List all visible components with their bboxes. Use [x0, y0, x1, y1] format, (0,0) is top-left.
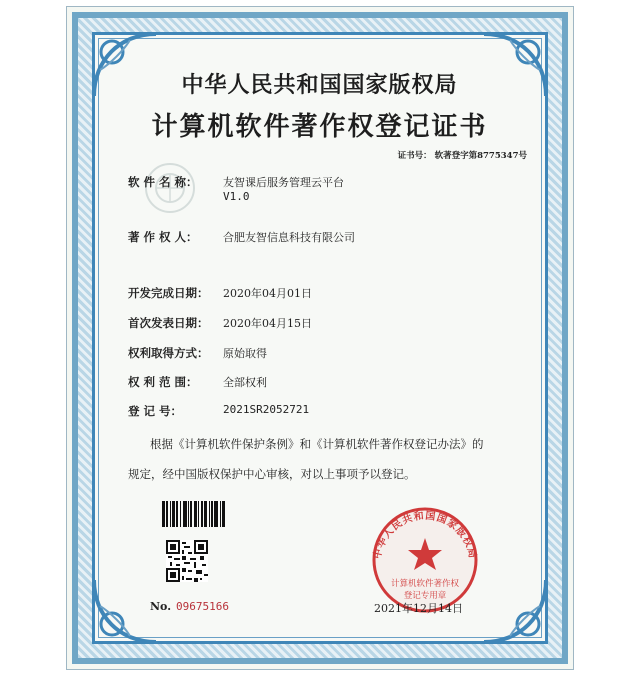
certificate-number: 证书号： 软著登字第8775347号 [397, 151, 527, 161]
field-value-completion-date: 2020年04月01日 [223, 287, 312, 300]
field-label-software-name: 软 件 名 称： [128, 175, 198, 189]
field-label-rights-scope: 权 利 范 围： [128, 375, 198, 389]
field-label-acquisition: 权利取得方式： [128, 346, 209, 360]
field-value-publish-date: 2020年04月15日 [223, 317, 312, 330]
field-value-registration-no: 2021SR2052721 [223, 403, 310, 416]
barcode-icon [162, 501, 240, 527]
field-value-version: V1.0 [223, 190, 250, 203]
issuer-title: 中华人民共和国国家版权局 [181, 72, 458, 98]
field-value-owner: 合肥友智信息科技有限公司 [223, 231, 355, 244]
issue-date: 2021年12月14日 [374, 602, 463, 615]
field-label-publish-date: 首次发表日期： [128, 316, 209, 330]
serial-label: No. [150, 600, 172, 613]
corner-ornament-icon [480, 576, 550, 646]
legal-paragraph-line1: 根据《计算机软件保护条例》和《计算机软件著作权登记办法》的 [150, 437, 484, 451]
svg-text:登记专用章: 登记专用章 [403, 591, 447, 601]
field-value-software-name: 友智课后服务管理云平台 [223, 176, 344, 189]
serial-number: 09675166 [176, 600, 229, 613]
legal-paragraph-line2: 规定，经中国版权保护中心审核，对以上事项予以登记。 [128, 467, 416, 481]
field-label-completion-date: 开发完成日期： [128, 286, 209, 300]
svg-text:计算机软件著作权: 计算机软件著作权 [390, 579, 460, 589]
document-title: 计算机软件著作权登记证书 [151, 112, 488, 142]
qr-code-icon [166, 540, 208, 582]
field-value-acquisition: 原始取得 [223, 347, 267, 360]
official-seal-stamp [366, 502, 484, 614]
field-label-registration-no: 登 记 号： [128, 404, 183, 418]
field-value-rights-scope: 全部权利 [223, 376, 267, 389]
svg-text:中华人民共和国国家版权局: 中华人民共和国国家版权局 [372, 510, 478, 561]
field-label-owner: 著 作 权 人： [128, 230, 198, 244]
